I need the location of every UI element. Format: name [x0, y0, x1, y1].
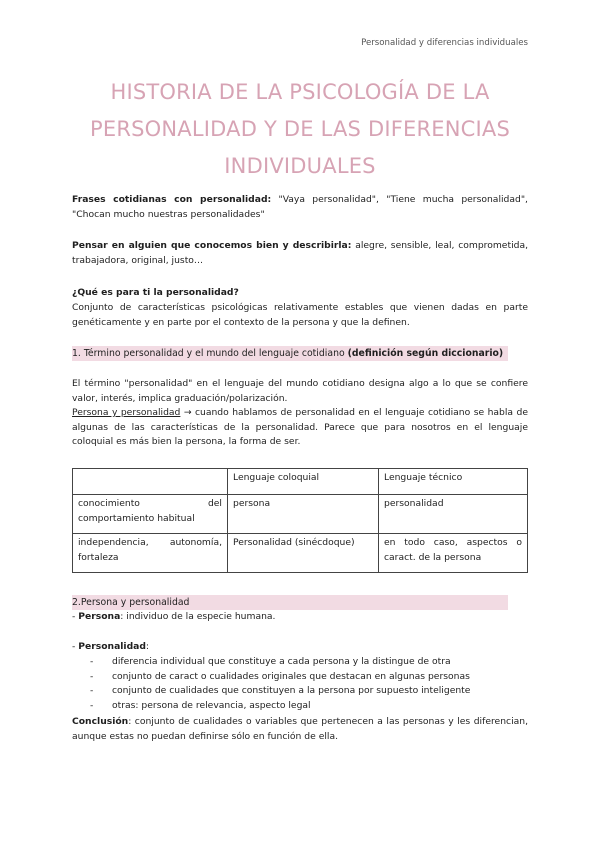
personalidad-definition: - Personalidad:	[72, 641, 150, 652]
section-1-para-1: El término "personalidad" en el lenguaje del mundo cotidiano designa algo a lo que se confiere valor, interés, implica graduación/polarización.	[72, 378, 528, 404]
table-cell: conocimiento del comportamiento habitual	[73, 495, 228, 534]
section-1-para-2: Persona y personalidad → cuando hablamos de personalidad en el lenguaje cotidiano se habla de algunas de las características de la personalidad. Parece que para nosotros en el lenguaje coloquial es más bien la persona, la forma de ser.	[72, 407, 528, 447]
frases-label: Frases cotidianas con personalidad:	[72, 194, 272, 205]
question-answer: Conjunto de características psicológicas relativamente estables que vienen dadas en parte genéticamente y en parte por el contexto de la persona y que la definen.	[72, 302, 528, 328]
conclusion-label: Conclusión	[72, 716, 129, 727]
table-row	[73, 495, 528, 534]
table-cell: persona	[228, 495, 379, 534]
table-header-cell	[73, 469, 228, 495]
table-header-row	[73, 469, 528, 495]
personalidad-label: Personalidad	[78, 641, 146, 652]
persona-label: Persona	[78, 611, 121, 622]
running-header: Personalidad y diferencias individuales	[361, 38, 528, 48]
table-cell: en todo caso, aspectos o caract. de la persona	[379, 534, 528, 573]
page-title	[72, 74, 528, 185]
conclusion-paragraph: Conclusión: conjunto de cualidades o variables que pertenecen a las personas y les diferencian, aunque estas no puedan definirse sólo en función de ella.	[72, 716, 528, 742]
persona-personalidad-link-text: Persona y personalidad	[72, 407, 181, 418]
list-item: - diferencia individual que constituye a cada persona y la distingue de otra	[90, 655, 520, 670]
comparison-table	[72, 468, 528, 573]
personalidad-list	[90, 655, 520, 713]
section-1-heading-bold: (definición según diccionario)	[347, 348, 504, 359]
pensar-paragraph	[72, 239, 528, 268]
pensar-label: Pensar en alguien que conocemos bien y describirla:	[72, 240, 352, 251]
list-item: - conjunto de caract o cualidades originales que destacan en algunas personas	[90, 670, 520, 685]
table-cell: personalidad	[379, 495, 528, 534]
frases-text: "Vaya personalidad", "Tiene mucha personalidad", "Chocan mucho nuestras personalidades"	[72, 194, 528, 220]
table-cell: Personalidad (sinécdoque)	[228, 534, 379, 573]
pensar-text: alegre, sensible, leal, comprometida, trabajadora, original, justo…	[72, 240, 529, 266]
table-header-cell: Lenguaje coloquial	[228, 469, 379, 495]
question-heading: ¿Qué es para ti la personalidad?	[72, 287, 239, 298]
list-item: - conjunto de cualidades que constituyen a la persona por supuesto inteligente	[90, 684, 520, 699]
title-line: HISTORIA DE LA PSICOLOGÍA DE LA	[110, 80, 490, 104]
table-cell: independencia, autonomía, fortaleza	[73, 534, 228, 573]
table-row	[73, 534, 528, 573]
list-item: - otras: persona de relevancia, aspecto legal	[90, 699, 520, 714]
section-2-heading: 2.Persona y personalidad	[72, 595, 508, 610]
title-line: INDIVIDUALES	[224, 154, 376, 178]
frases-paragraph	[72, 193, 528, 222]
section-1-heading: 1. Término personalidad y el mundo del lenguaje cotidiano (definición según diccionario)	[72, 346, 508, 361]
title-line: PERSONALIDAD Y DE LAS DIFERENCIAS	[90, 117, 510, 141]
table-header-cell: Lenguaje técnico	[379, 469, 528, 495]
persona-definition: - Persona: individuo de la especie humana.	[72, 611, 276, 622]
